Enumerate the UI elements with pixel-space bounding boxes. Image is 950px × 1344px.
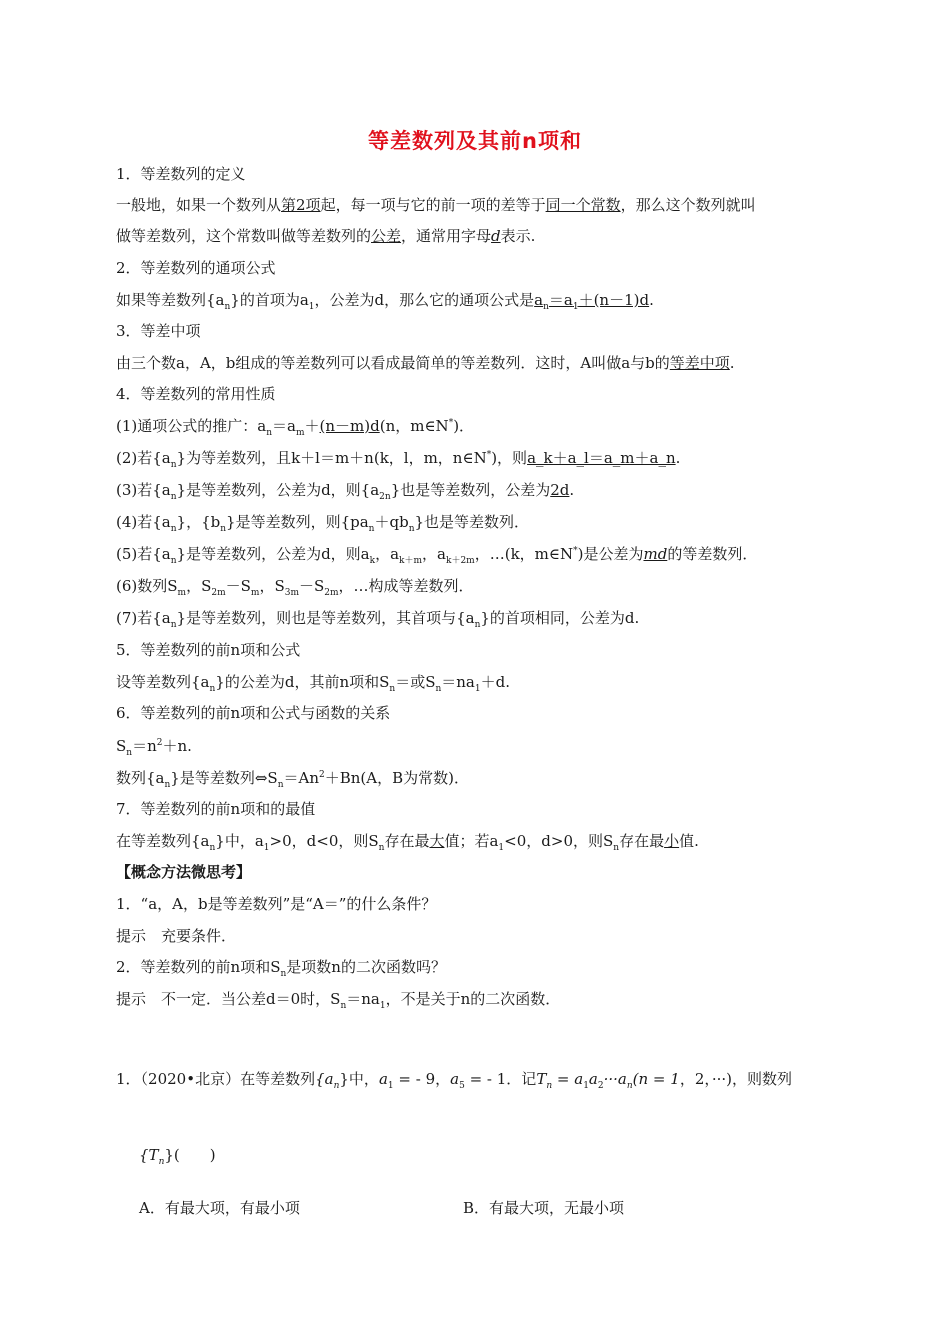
think-answer-2 [116,989,560,1009]
text: ，S [259,577,285,595]
text: ＝An [283,769,319,787]
text: 值；若a [444,832,499,850]
superscript: * [448,418,454,428]
property-5 [116,544,757,564]
subscript: n [266,428,272,438]
text: ＋d. [480,673,510,691]
subscript: n [280,969,287,979]
text: . [569,481,575,499]
text: (n，m∈N [379,417,449,435]
text: }中，a [215,832,264,850]
problem-1-line-2 [139,1145,216,1165]
text: ．记 [506,1070,537,1088]
text: －S [225,577,251,595]
subscript: m [177,588,187,598]
text: 表示. [500,227,536,245]
subscript: 1 [387,1081,394,1091]
text: ，通常用字母 [401,227,492,245]
text: 值. [679,832,699,850]
problem-number: 1． [116,1070,141,1088]
text: ＝na [346,990,380,1008]
superscript: 2 [318,770,325,780]
section-6-line-2 [116,768,469,788]
text: 如果等差数列{a [116,291,225,309]
text: ，公差为d，那么它的通项公式是 [314,291,535,309]
math: a [378,1070,388,1088]
text: ＝或S [395,673,436,691]
subscript: n [164,780,171,790]
text: S [116,737,127,755]
subscript: n [435,684,442,694]
property-3 [116,480,574,500]
subscript: 1 [379,1001,386,1011]
math: (n = 1 [632,1070,680,1088]
underlined-answer: 第2项 [281,196,321,214]
subscript: n [546,1081,553,1091]
subscript: 2m [324,588,339,598]
subscript: n [277,780,284,790]
text: ＝a [272,417,296,435]
underlined-answer: 同一个常数 [545,196,621,214]
text: a [534,291,544,309]
text: （2020•北京）在等差数列 [140,1070,316,1088]
subscript: n [408,524,415,534]
subscript: k＋2m [446,556,475,566]
underlined-answer: a_k＋a_l＝a_m＋a_n [527,449,676,467]
subscript: 1 [498,843,505,853]
math: ···a [603,1070,627,1088]
text: ＝na [441,673,475,691]
think-heading: 【概念方法微思考】 [116,863,252,881]
math: a [450,1070,460,1088]
text: 的等差数列． [667,545,758,563]
subscript: n [170,524,177,534]
think-answer-1: 提示 充要条件． [116,927,237,945]
text: >0，d<0，则S [269,832,379,850]
text: ＋qb [374,513,409,531]
math: T [536,1070,547,1088]
text: (2)若{a [116,449,171,467]
text: <0，d>0，则S [504,832,614,850]
underlined-formula [534,291,650,312]
section-6-heading: 6．等差数列的前n项和公式与函数的关系 [116,704,391,722]
text: ＝a [548,291,573,309]
property-2 [116,448,680,468]
property-4 [116,512,529,532]
math: {T [139,1146,159,1164]
text: ，S [186,577,212,595]
subscript: n [474,620,481,630]
text: ， [435,1070,451,1088]
underlined-answer: 2d [550,481,570,499]
option-a: A．有最大项，有最小项 [139,1199,300,1217]
subscript: 3m [284,588,299,598]
underlined-answer: md [643,545,668,563]
subscript: n [209,684,216,694]
subscript: m [295,428,305,438]
underlined-answer: 小 [664,832,680,850]
text: }是等差数列，则{pa [226,513,369,531]
subscript: k [369,556,376,566]
text: 是项数n的二次函数吗？ [286,958,446,976]
subscript: n [170,556,177,566]
section-3-heading: 3．等差中项 [116,322,201,340]
subscript: 2m [211,588,226,598]
subscript: k＋m [399,556,423,566]
text: }的首项为a [230,291,309,309]
math: = - 1 [464,1070,507,1088]
text: }，{b [176,513,221,531]
text: }也是等差数列． [414,513,530,531]
section-5-heading: 5．等差数列的前n项和公式 [116,641,301,659]
section-1-heading: 1．等差数列的定义 [116,165,246,183]
text: 一般地，如果一个数列从 [116,196,282,214]
text: 设等差数列{a [116,673,210,691]
underlined-answer: 等差中项 [669,354,730,372]
subscript: 1 [308,302,315,312]
text: 由三个数a，A，b组成的等差数列可以看成最简单的等差数列．这时，A叫做a与b的 [116,354,670,372]
option-b: B．有最大项，无最小项 [463,1199,625,1217]
section-6-line-1 [116,736,192,756]
property-1 [116,416,474,436]
underlined-answer: (n－m)d [319,417,380,435]
text: 做等差数列，这个常数叫做等差数列的 [116,227,372,245]
text: }也是等差数列，公差为 [390,481,551,499]
subscript: n [209,843,216,853]
section-3-line-1 [116,353,735,373]
text: ＋Bn(A，B为常数)． [324,769,469,787]
page-title: 等差数列及其前n项和 [368,129,582,153]
text: －S [299,577,325,595]
section-7-heading: 7．等差数列的前n项和的最值 [116,800,316,818]
section-2-line-1 [116,290,654,310]
subscript: n [368,524,375,534]
text: }是等差数列，公差为d，则{a [176,481,380,499]
subscript: n [220,524,227,534]
text: 存在最 [384,832,430,850]
text: }是等差数列，公差为d，则a [176,545,370,563]
superscript: * [573,546,578,556]
text: ，2，···)，则数列 [679,1070,793,1088]
text: ＋n. [162,737,192,755]
think-question-2 [116,957,446,977]
subscript: n [613,843,620,853]
text: ＝n [132,737,157,755]
subscript: 2 [597,1081,604,1091]
text: . [729,354,735,372]
subscript: 2n [379,492,391,502]
superscript: 2 [156,738,163,748]
text: ，a [422,545,446,563]
subscript: 1 [572,302,579,312]
text: }( ) [164,1146,216,1164]
subscript: n [626,1081,633,1091]
property-7 [116,608,639,628]
text: ，不是关于n的二次函数． [385,990,561,1008]
text: 在等差数列{a [116,832,210,850]
think-question-1: 1．“a，A，b是等差数列”是“A＝”的什么条件？ [116,895,437,913]
text: }的公差为d，其前n项和S [215,673,390,691]
superscript: * [486,450,492,460]
text: (5)若{a [116,545,171,563]
subscript: n [389,684,396,694]
text: ，…(k，m∈N [474,545,574,563]
text: (1)通项公式的推广：a [116,417,267,435]
text: )． [453,417,475,435]
text: 2．等差数列的前n项和S [116,958,281,976]
text: ，a [375,545,400,563]
text: . [649,291,654,309]
text: }是等差数列⇔S [170,769,278,787]
text: (4)若{a [116,513,171,531]
section-4-heading: 4．等差数列的常用性质 [116,385,276,403]
section-2-heading: 2．等差数列的通项公式 [116,259,276,277]
subscript: n [224,302,231,312]
subscript: n [333,1081,340,1091]
section-1-line-2 [116,226,535,246]
text: }是等差数列，则也是等差数列，其首项与{a [176,609,475,627]
subscript: n [543,302,549,312]
text: ，…构成等差数列． [338,577,474,595]
text: }的首项相同，公差为d. [480,609,640,627]
subscript: 1 [583,1081,589,1091]
subscript: m [250,588,260,598]
text: ，那么这个数列就叫 [620,196,756,214]
text: (7)若{a [116,609,171,627]
text: 提示 不一定．当公差d＝0时，S [116,990,341,1008]
subscript: n [378,843,385,853]
text: . [675,449,681,467]
math: = a [552,1070,584,1088]
section-7-line-1 [116,831,699,851]
underlined-answer: 大 [429,832,445,850]
text: (6)数列S [116,577,178,595]
math: {a [315,1070,334,1088]
section-5-line-1 [116,672,510,692]
text: }为等差数列，且k＋l＝m＋n(k，l，m，n∈N [176,449,487,467]
text: ＋ [304,417,320,435]
text: )是公差为 [577,545,644,563]
underlined-answer: d [491,227,501,245]
subscript: n [158,1157,165,1167]
math: = - 9 [393,1070,436,1088]
subscript: n [170,492,177,502]
underlined-answer: 公差 [371,227,402,245]
text: 数列{a [116,769,165,787]
text: (3)若{a [116,481,171,499]
subscript: n [340,1001,347,1011]
property-6 [116,576,474,596]
section-1-line-1 [116,195,756,215]
subscript: n [170,620,177,630]
text: )，则 [491,449,528,467]
subscript: n [126,748,133,758]
subscript: 5 [459,1081,465,1091]
math: } [339,1070,349,1088]
text: 起，每一项与它的前一项的差等于 [320,196,546,214]
subscript: 1 [263,843,270,853]
problem-1 [116,1069,792,1089]
text: 中， [348,1070,379,1088]
subscript: 1 [474,684,481,694]
subscript: n [170,460,177,470]
math: a [588,1070,598,1088]
text: ＋(n－1)d [578,291,650,309]
text: 存在最 [619,832,665,850]
